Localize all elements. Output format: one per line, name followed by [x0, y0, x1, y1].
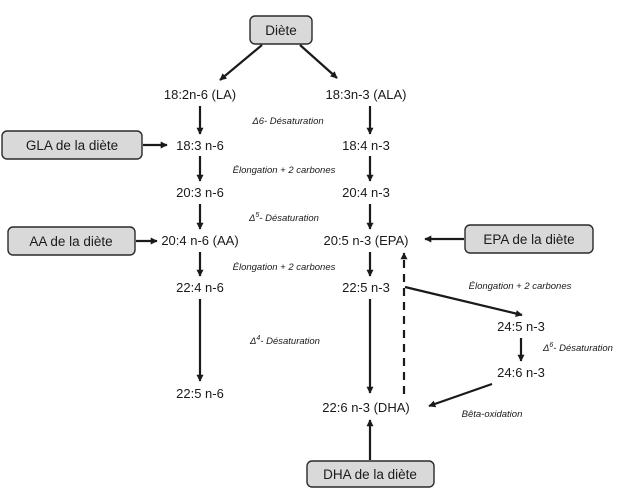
step-d6-desaturation: Δ6- Désaturation [252, 116, 324, 127]
diet-box [250, 16, 312, 44]
node-22-5-n6: 22:5 n-6 [176, 386, 224, 401]
diet-label: Diète [265, 23, 297, 38]
node-22-4-n6: 22:4 n-6 [176, 280, 224, 295]
arrow-diet-to-ala [300, 45, 337, 78]
aa-diet-label: AA de la diète [29, 234, 113, 249]
gla-diet-label: GLA de la diète [25, 138, 119, 153]
epa-diet-label: EPA de la diète [483, 232, 575, 247]
step-elongation-3: Élongation + 2 carbones [468, 281, 572, 292]
step-beta-oxidation: Bêta-oxidation [461, 409, 523, 420]
gla-diet-box [2, 131, 142, 159]
node-24-5-n3: 24:5 n-3 [497, 319, 545, 334]
node-24-6-n3: 24:6 n-3 [497, 365, 545, 380]
node-22-5-n3: 22:5 n-3 [342, 280, 390, 295]
node-epa: 20:5 n-3 (EPA) [323, 233, 409, 248]
node-aa: 20:4 n-6 (AA) [161, 233, 239, 248]
step-elongation-2: Élongation + 2 carbones [232, 262, 336, 273]
node-dha: 22:6 n-3 (DHA) [322, 400, 410, 415]
dha-diet-box [307, 461, 434, 487]
step-d5-desaturation: $\Delta^5-$ Désaturation [249, 212, 319, 224]
step-elongation-1: Élongation + 2 carbones [232, 165, 336, 176]
node-20-3-n6: 20:3 n-6 [176, 185, 224, 200]
node-20-4-n3: 20:4 n-3 [342, 185, 390, 200]
arrow-24-6-to-dha [429, 384, 492, 406]
epa-diet-box [465, 225, 593, 253]
arrow-diet-to-la [220, 45, 262, 80]
step-d4-desaturation: $\Delta^4-$ Désaturation [250, 335, 320, 347]
node-ala: 18:3n-3 (ALA) [325, 87, 407, 102]
node-la: 18:2n-6 (LA) [163, 87, 237, 102]
aa-diet-box [8, 227, 135, 255]
step-d6-desaturation-2: $\Delta^6-$ Désaturation [543, 342, 613, 354]
dha-diet-label: DHA de la diète [323, 467, 417, 482]
node-18-3-n6: 18:3 n-6 [176, 138, 224, 153]
node-18-4-n3: 18:4 n-3 [342, 138, 390, 153]
